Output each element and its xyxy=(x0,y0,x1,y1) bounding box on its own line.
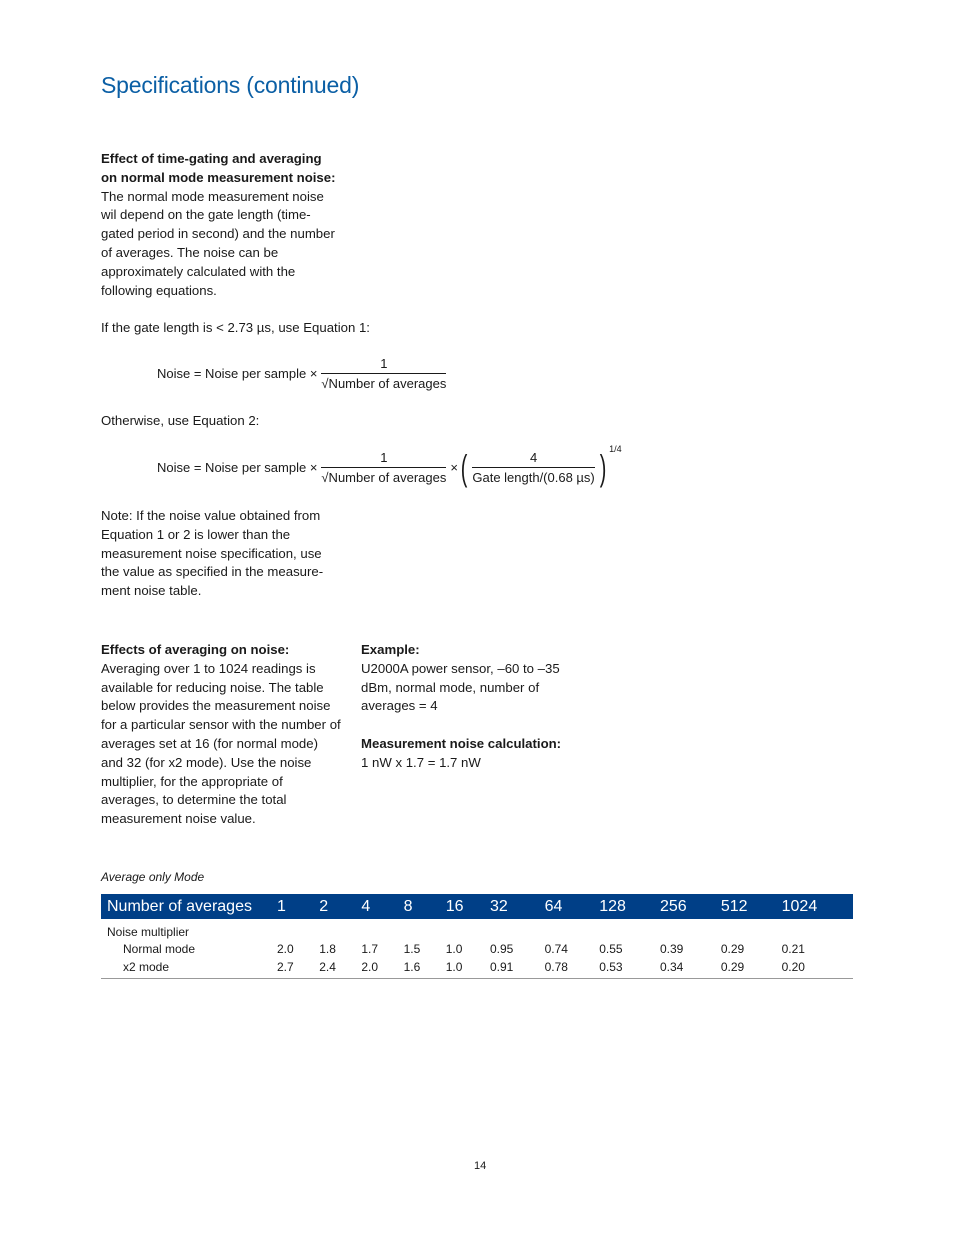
equation-2 xyxy=(157,444,622,488)
calc-body: 1 nW x 1.7 = 1.7 nW xyxy=(361,754,481,770)
table-cell: 0.29 xyxy=(720,942,745,957)
table-cell: 1.6 xyxy=(398,958,440,978)
header-cell: 512 xyxy=(715,894,776,919)
fraction-numerator: 4 xyxy=(529,450,538,465)
gate-fraction xyxy=(470,450,597,485)
table-header-row xyxy=(101,894,853,919)
table-cell: 2.7 xyxy=(271,958,313,978)
averaging-section xyxy=(101,641,341,829)
table-cell: 0.39 xyxy=(660,942,684,957)
fraction-numerator: 1 xyxy=(380,450,388,465)
section-body: Averaging over 1 to 1024 readings is available for reducing noise. The table below provides the measurement noise for a particular sensor with the number of averages set at 16 (for normal mode) and 32 (for x2 mode). Use the noise multiplier, for the appropriate of averages, to determine the total measurement noise value. xyxy=(101,660,341,827)
header-cell: 1 xyxy=(271,894,313,919)
header-cell: Number of averages xyxy=(101,894,271,919)
header-cell: 1024 xyxy=(776,894,853,919)
group-label: Noise multiplier xyxy=(107,924,190,939)
table-cell: 0.53 xyxy=(593,958,654,978)
example-heading: Example: xyxy=(361,642,420,657)
equation-1 xyxy=(157,356,450,391)
table-cell: 1.7 xyxy=(361,942,379,957)
left-paren: ( xyxy=(460,446,468,488)
table-cell: 1.0 xyxy=(445,942,463,957)
table-cell: 0.78 xyxy=(539,958,594,978)
table-cell: 2.0 xyxy=(277,942,294,957)
page-title: Specifications (continued) xyxy=(101,72,360,98)
header-cell: 32 xyxy=(484,894,539,919)
fraction-denominator: √Number of averages xyxy=(321,467,446,485)
table-row xyxy=(101,958,853,978)
equation-fraction xyxy=(321,450,446,485)
equation-lhs: Noise = Noise per sample × xyxy=(157,366,318,381)
noise-multiplier-table xyxy=(101,894,853,979)
table-cell: 2.0 xyxy=(355,958,397,978)
header-cell: 128 xyxy=(593,894,654,919)
equation-fraction xyxy=(321,356,446,391)
section-heading: Effects of averaging on noise: xyxy=(101,642,290,657)
header-cell: 4 xyxy=(355,894,397,919)
header-cell: 2 xyxy=(313,894,355,919)
fraction-numerator: 1 xyxy=(380,356,388,371)
row-label: Normal mode xyxy=(123,942,196,957)
header-cell: 8 xyxy=(398,894,440,919)
table-cell: 0.55 xyxy=(599,942,623,957)
page-number: 14 xyxy=(474,1160,487,1172)
section-body: The normal mode measurement noise wil depend on the gate length (time-gated period in second) and the number of averages. The noise can be approximately calculated with the following equations. xyxy=(101,188,335,298)
table-cell: 0.74 xyxy=(544,942,568,957)
table-cell: 2.4 xyxy=(313,958,355,978)
table-cell: 1.5 xyxy=(403,942,421,957)
time-gating-section xyxy=(101,150,341,300)
header-cell: 64 xyxy=(539,894,594,919)
table-group-row xyxy=(101,919,853,941)
right-paren: ) xyxy=(599,446,607,488)
calc-heading: Measurement noise calculation: xyxy=(361,735,562,751)
header-cell: 16 xyxy=(440,894,484,919)
table-cell: 1.8 xyxy=(319,942,336,957)
header-cell: 256 xyxy=(654,894,715,919)
table-cell: 0.95 xyxy=(490,942,514,957)
equation1-intro: If the gate length is < 2.73 µs, use Equation 1: xyxy=(101,320,370,335)
note-text: Note: If the noise value obtained from Equation 1 or 2 is lower than the measurement noise specification, use the value as specified in the measure-ment noise table. xyxy=(101,508,324,599)
fraction-denominator: Gate length/(0.68 µs) xyxy=(472,467,594,485)
times-sign: × xyxy=(450,460,458,475)
exponent: 1/4 xyxy=(609,444,622,454)
table-cell: 0.20 xyxy=(776,958,853,978)
table-cell: 0.29 xyxy=(715,958,776,978)
table-cell: 1.0 xyxy=(440,958,484,978)
equation-lhs: Noise = Noise per sample × xyxy=(157,460,318,475)
row-label: x2 mode xyxy=(101,958,271,978)
table-caption: Average only Mode xyxy=(101,870,205,884)
table-cell: 0.91 xyxy=(484,958,539,978)
fraction-denominator: √Number of averages xyxy=(321,373,446,391)
equation2-intro: Otherwise, use Equation 2: xyxy=(101,413,260,428)
table-row xyxy=(101,941,853,959)
table-cell: 0.34 xyxy=(654,958,715,978)
example-body: U2000A power sensor, –60 to –35 dBm, normal mode, number of averages = 4 xyxy=(361,660,560,714)
section-heading: Effect of time-gating and averaging on normal mode measurement noise: xyxy=(101,151,336,185)
example-section xyxy=(361,641,581,773)
table-cell: 0.21 xyxy=(781,942,805,957)
